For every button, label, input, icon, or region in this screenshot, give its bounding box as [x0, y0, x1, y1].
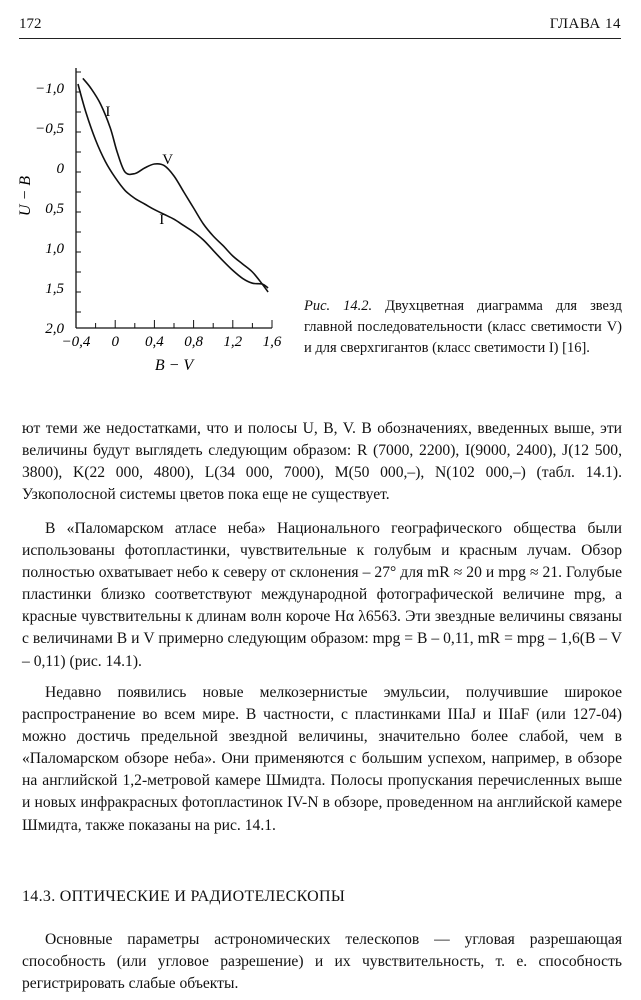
- page-number: 172: [19, 16, 42, 32]
- section-heading: 14.3. ОПТИЧЕСКИЕ И РАДИОТЕЛЕСКОПЫ: [22, 888, 346, 905]
- y-tick-label: 2,0: [45, 321, 64, 337]
- y-tick-label: −1,0: [35, 81, 64, 97]
- paragraph-continuation: ют теми же недостатками, что и полосы U, B, V. В обозначениях, введенных выше, эти величины будут выглядеть следующим образом: R (7000, 2200), I(9000, 2400), J(12 500, 3800), K(22 000, 4800), L(34 000, 7000), M(50 000,–), N(102 000,–) (табл. 14.1). Узкополосной системы цветов пока еще не существует.: [22, 420, 622, 504]
- y-tick-label: 1,5: [45, 281, 64, 297]
- x-tick-label: 0: [111, 334, 119, 350]
- y-axis-title: U − B: [17, 175, 34, 217]
- x-axis-title: B − V: [154, 357, 194, 374]
- running-head: [19, 16, 621, 39]
- two-color-diagram: [0, 52, 300, 382]
- y-tick-label: 0,5: [45, 201, 64, 217]
- curve-label-v: V: [162, 152, 174, 168]
- paragraph-new-emulsions: Недавно появились новые мелкозернистые эмульсии, получившие широкое распространение во всем мире. В частности, с пластинками IIIaJ и IIIaF (или 127-04) можно достичь предельной звездной величины, значительно более слабой, чем в «Паломарском обзоре неба». Они применяются с большим успехом, например, в обзоре на английской 1,2-метровой камере Шмидта. Полосы пропускания перечисленных выше и новых инфракрасных фотопластинок IV-N в обзоре, проведенном на английской камере Шмидта, также показаны на рис. 14.1.: [22, 684, 622, 834]
- caption-label: Рис. 14.2.: [304, 298, 373, 314]
- figure-caption: [304, 296, 622, 359]
- y-tick-label: 1,0: [45, 241, 64, 257]
- chart-series: [78, 78, 268, 292]
- x-tick-label: −0,4: [61, 334, 91, 350]
- caption-text: Двухцветная диаграмма для звезд главной последовательности (класс светимости V) и для сверхгигантов (класс светимости I) [16].: [304, 298, 623, 356]
- curve-label-i: I: [105, 104, 111, 120]
- y-tick-label: −0,5: [35, 121, 64, 137]
- paragraph-telescope-parameters: Основные параметры астрономических телескопов — угловая разрешающая способность (или угловое разрешение) и их чувствительность, т. е. способность регистрировать слабые объекты.: [22, 931, 622, 993]
- x-tick-label: 0,8: [184, 334, 203, 350]
- chapter-label: ГЛАВА 14: [549, 16, 621, 32]
- paragraph-palomar-atlas: В «Паломарском атласе неба» Национального географического общества были использованы фотопластинки, чувствительные к голубым и красным лучам. Обзор полностью охватывает небо к северу от склонения – 27° для mR ≈ 20 и mpg ≈ 21. Голубые пластинки близко соответствуют международной фотографической величине mpg, а красные чувствительны к длинам волн короче Hα λ6563. Эти звездные величины связаны с величинами B и V примерно следующим образом: mpg = B – 0,11, mR = mpg – 1,6(B – V – 0,11) (рис. 14.1).: [22, 520, 622, 670]
- curve-v: [83, 78, 268, 292]
- x-tick-label: 0,4: [145, 334, 164, 350]
- curve-label-i: I: [159, 212, 165, 228]
- y-tick-label: 0: [56, 161, 64, 177]
- x-tick-label: 1,6: [262, 334, 282, 350]
- x-tick-label: 1,2: [223, 334, 243, 350]
